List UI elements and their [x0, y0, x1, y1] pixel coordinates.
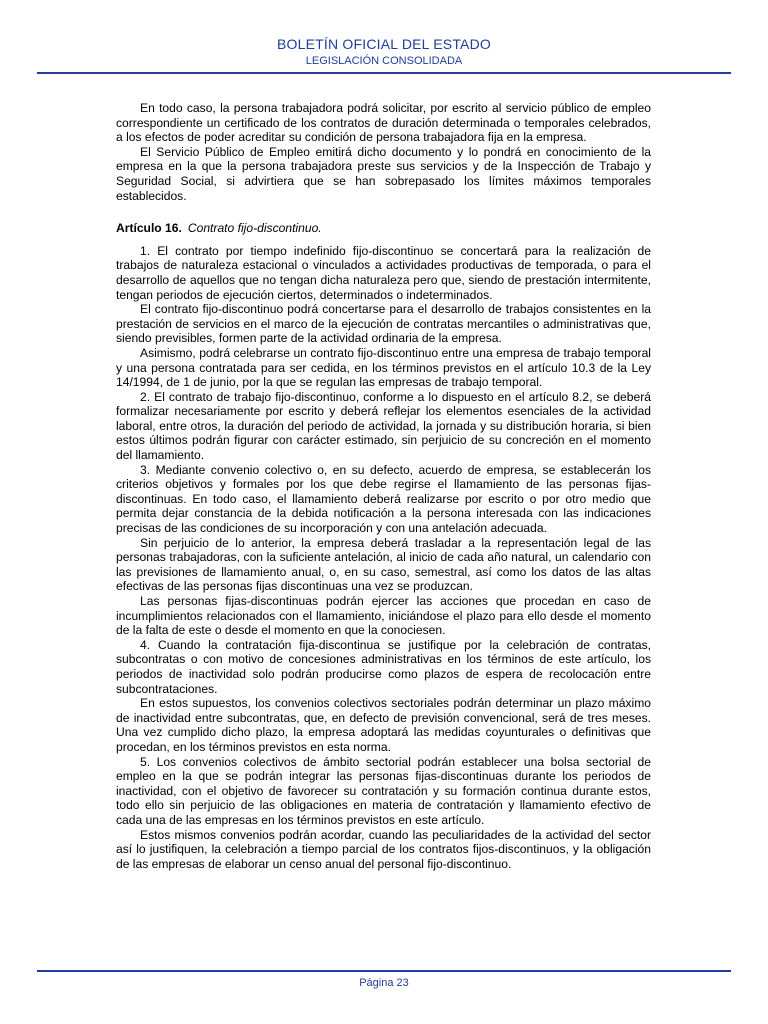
bulletin-subtitle: LEGISLACIÓN CONSOLIDADA: [305, 55, 463, 67]
article-number: Artículo 16.: [116, 221, 182, 236]
document-body: [116, 101, 651, 871]
article-paragraph: En estos supuestos, los convenios colectivos sectoriales podrán determinar un plazo máximo de inactividad entre subcontratas, que, en defecto de previsión convencional, será de tres meses. Una vez cumplido dicho plazo, la empresa adoptará las medidas coyunturales o definitivas que procedan, en los términos previstos en esta norma.: [116, 696, 651, 754]
body-paragraph: El Servicio Público de Empleo emitirá dicho documento y lo pondrá en conocimiento de la empresa en la que la persona trabajadora preste sus servicios y de la Inspección de Trabajo y Seguridad Social, si advirtiera que se han sobrepasado los límites máximos temporales establecidos.: [116, 144, 651, 203]
article-paragraph: El contrato fijo-discontinuo podrá concertarse para el desarrollo de trabajos consistentes en la prestación de servicios en el marco de la ejecución de contratas mercantiles o administrativas que, siendo previsibles, formen parte de la actividad ordinaria de la empresa.: [116, 302, 651, 346]
article-paragraph: 4. Cuando la contratación fija-discontinua se justifique por la celebración de contratas, subcontratas o con motivo de concesiones administrativas en los términos de este artículo, los periodos de inactividad solo podrán producirse como plazos de espera de recolocación entre subcontrataciones.: [116, 637, 651, 696]
page-number: Página 23: [359, 977, 409, 989]
article-title: Contrato fijo-discontinuo.: [187, 221, 322, 236]
article-heading: [116, 221, 651, 236]
header-divider: [37, 72, 731, 74]
article-paragraph: 2. El contrato de trabajo fijo-discontinuo, conforme a lo dispuesto en el artículo 8.2, se deberá formalizar necesariamente por escrito y deberá reflejar los elementos esenciales de la actividad laboral, entre otros, la duración del periodo de actividad, la jornada y su distribución horaria, si bien estos últimos podrán figurar con carácter estimado, sin perjuicio de su concreción en el momento del llamamiento.: [116, 389, 651, 463]
bulletin-title: BOLETÍN OFICIAL DEL ESTADO: [277, 36, 491, 52]
article-paragraph: 3. Mediante convenio colectivo o, en su defecto, acuerdo de empresa, se establecerán los criterios objetivos y formales por los que debe regirse el llamamiento de las personas fijas-discontinuas. En todo caso, el llamamiento deberá realizarse por escrito o por otro medio que permita dejar constancia de la debida notificación a la persona interesada con las indicaciones precisas de las condiciones de su incorporación y con una antelación adecuada.: [116, 462, 651, 536]
article-paragraph: Estos mismos convenios podrán acordar, cuando las peculiaridades de la actividad del sector así lo justifiquen, la celebración a tiempo parcial de los contratos fijos-discontinuos, y la obligación de las empresas de elaborar un censo anual del personal fijo-discontinuo.: [116, 827, 651, 871]
article-paragraph: Asimismo, podrá celebrarse un contrato fijo-discontinuo entre una empresa de trabajo temporal y una persona contratada para ser cedida, en los términos previstos en el artículo 10.3 de la Ley 14/1994, de 1 de junio, por la que se regulan las empresas de trabajo temporal.: [116, 345, 651, 390]
footer-divider: [37, 970, 731, 972]
article-paragraph: Sin perjuicio de lo anterior, la empresa deberá trasladar a la representación legal de las personas trabajadoras, con la suficiente antelación, al inicio de cada año natural, un calendario con las previsiones de llamamiento anual, o, en su caso, semestral, así como los datos de las altas efectivas de las personas fijas discontinuas una vez se produzcan.: [116, 535, 651, 594]
body-paragraph: En todo caso, la persona trabajadora podrá solicitar, por escrito al servicio público de empleo correspondiente un certificado de los contratos de duración determinada o temporales celebrados, a los efectos de poder acreditar su condición de persona trabajadora fija en la empresa.: [116, 101, 651, 145]
article-paragraph: Las personas fijas-discontinuas podrán ejercer las acciones que procedan en caso de incumplimientos relacionados con el llamamiento, iniciándose el plazo para ello desde el momento de la falta de este o desde el momento en que la conociesen.: [116, 594, 651, 638]
article-paragraph: 5. Los convenios colectivos de ámbito sectorial podrán establecer una bolsa sectorial de empleo en la que se podrán integrar las personas fijas-discontinuas durante los periodos de inactividad, con el objetivo de favorecer su contratación y su formación continua durante estos, todo ello sin perjuicio de las obligaciones en materia de contratación y llamamiento efectivo de cada una de las empresas en los términos previstos en este artículo.: [116, 754, 651, 827]
article-paragraph: 1. El contrato por tiempo indefinido fijo-discontinuo se concertará para la realización de trabajos de naturaleza estacional o vinculados a actividades productivas de temporada, o para el desarrollo de aquellos que no tengan dicha naturaleza pero que, siendo de prestación intermitente, tengan periodos de ejecución ciertos, determinados o indeterminados.: [116, 243, 651, 302]
document-header: [0, 36, 768, 68]
